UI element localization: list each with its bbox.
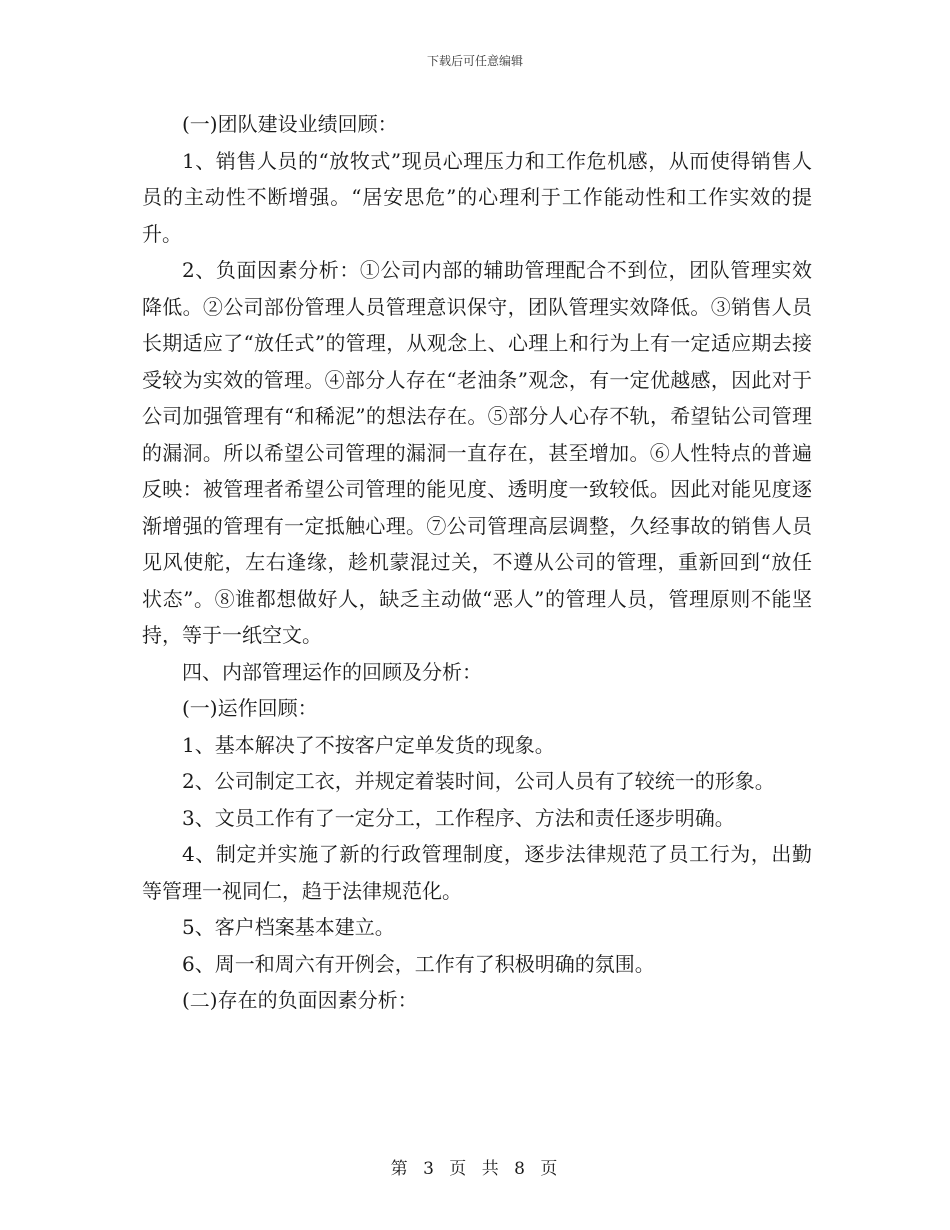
section-heading-internal-management: 四、内部管理运作的回顾及分析： [182, 659, 482, 684]
list-item-1: 1、基本解决了不按客户定单发货的现象。 [182, 732, 555, 757]
document-body [142, 106, 812, 1019]
section-heading-team-review: (一)团队建设业绩回顾： [182, 112, 398, 136]
paragraph-item-1: 1、销售人员的“放牧式”现员心理压力和工作危机感，从而使得销售人员的主动性不断增强。“居安思危”的心理利于工作能动性和工作实效的提升。 [142, 148, 812, 246]
list-item-4: 4、制定并实施了新的行政管理制度，逐步法律规范了员工行为，出勤等管理一视同仁，趋于法律规范化。 [142, 842, 812, 903]
subsection-heading-negative-factors: (二)存在的负面因素分析： [182, 988, 418, 1012]
list-item-6: 6、周一和周六有开例会，工作有了积极明确的氛围。 [182, 951, 655, 976]
paragraph-item-2-negative-factors: 2、负面因素分析：①公司内部的辅助管理配合不到位，团队管理实效降低。②公司部份管理人员管理意识保守，团队管理实效降低。③销售人员长期适应了“放任式”的管理，从观念上、心理上和行为上有一定适应期去接受较为实效的管理。④部分人存在“老油条”观念，有一定优越感，因此对于公司加强管理有“和稀泥”的想法存在。⑤部分人心存不轨，希望钻公司管理的漏洞。所以希望公司管理的漏洞一直存在，甚至增加。⑥人性特点的普遍反映：被管理者希望公司管理的能见度、透明度一致较低。因此对能见度逐渐增强的管理有一定抵触心理。⑦公司管理高层调整，久经事故的销售人员见风使舵，左右逢缘，趁机蒙混过关，不遵从公司的管理，重新回到“放任状态”。⑧谁都想做好人，缺乏主动做“恶人”的管理人员，管理原则不能坚持，等于一纸空文。 [142, 258, 812, 647]
page-footer: 第 3 页 共 8 页 [390, 1159, 560, 1179]
page-header: 下载后可任意编辑 [426, 54, 523, 68]
list-item-5: 5、客户档案基本建立。 [182, 915, 395, 939]
list-item-2: 2、公司制定工衣，并规定着装时间，公司人员有了较统一的形象。 [182, 769, 775, 793]
list-item-3: 3、文员工作有了一定分工，工作程序、方法和责任逐步明确。 [182, 805, 735, 830]
subsection-heading-operation-review: (一)运作回顾： [182, 696, 318, 720]
